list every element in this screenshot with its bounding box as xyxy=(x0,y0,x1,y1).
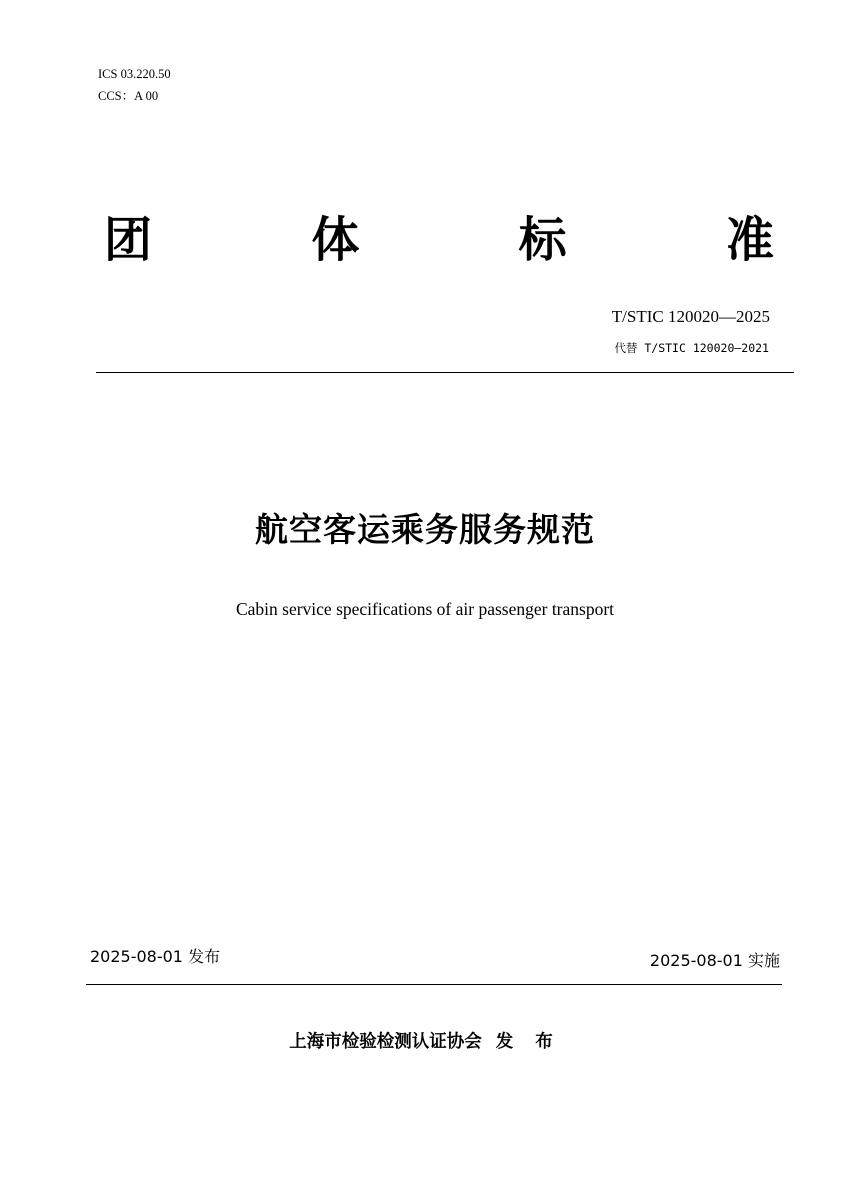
implementation-date: 2025-08-01 实施 xyxy=(649,951,780,970)
heading-char-2: 体 xyxy=(311,212,360,268)
publisher-name: 上海市检验检测认证协会 xyxy=(289,1032,482,1052)
ccs-code: CCS：A 00 xyxy=(98,89,159,103)
heading-char-4: 准 xyxy=(725,212,774,268)
issue-date: 2025-08-01 发布 xyxy=(90,947,221,966)
standard-type-heading xyxy=(104,212,774,268)
ics-code: ICS 03.220.50 xyxy=(98,67,171,81)
heading-char-3: 标 xyxy=(518,212,567,268)
bottom-divider xyxy=(86,984,782,985)
publish-verb: 发 布 xyxy=(495,1032,561,1052)
document-title: 航空客运乘务服务规范 xyxy=(255,510,595,549)
top-divider xyxy=(96,372,794,373)
document-english-title: Cabin service specifications of air passenger transport xyxy=(235,599,615,619)
publisher-line xyxy=(0,1030,850,1054)
heading-char-1: 团 xyxy=(104,212,153,268)
standard-number: T/STIC 120020—2025 xyxy=(611,307,770,326)
replaces-standard: 代替 T/STIC 120020—2021 xyxy=(614,341,769,355)
